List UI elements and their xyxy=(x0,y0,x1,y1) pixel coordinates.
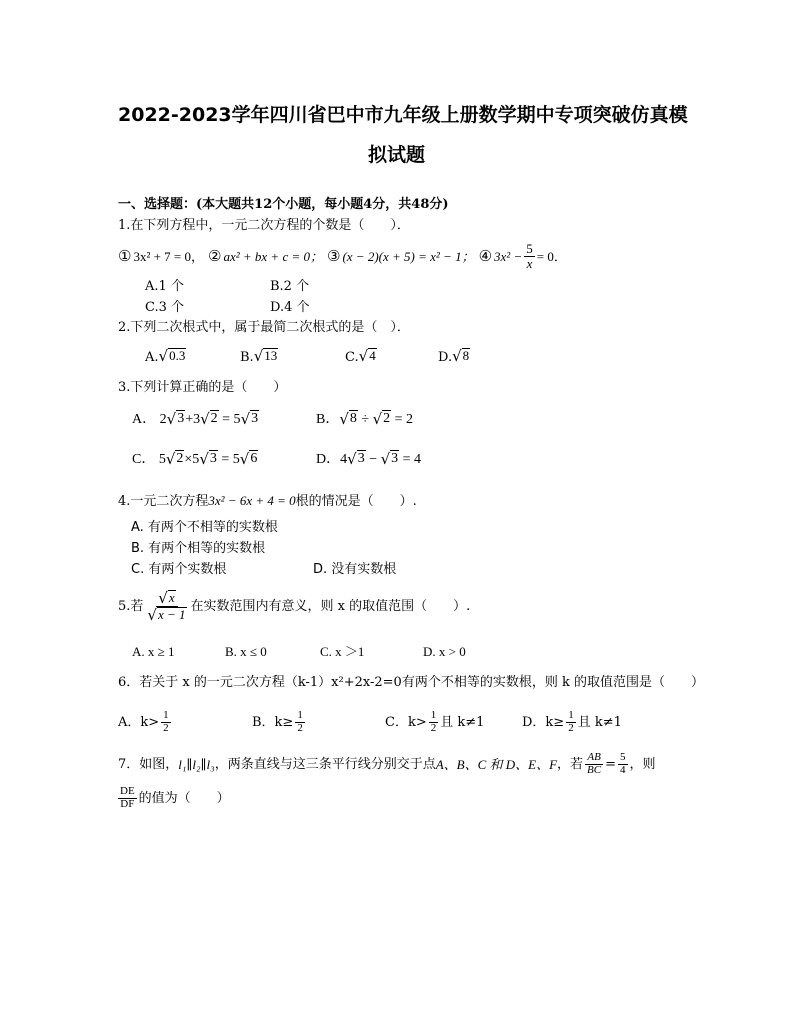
sqrt-symbol: √ 4 xyxy=(358,346,376,365)
radicand: 0.3 xyxy=(169,348,186,363)
value-numerator: 5 xyxy=(620,751,626,763)
q7-if: ，若 xyxy=(557,756,584,772)
q5-option-a: A. x ≥ 1 xyxy=(132,644,175,659)
sqrt-symbol: √ 13 xyxy=(253,346,278,365)
question-7-stem xyxy=(118,752,656,776)
fraction-numerator: 1 xyxy=(430,709,437,721)
q6-option-d xyxy=(522,710,622,734)
q6-option-c xyxy=(385,710,484,734)
q2-option-a xyxy=(145,348,186,364)
q5-stem-pre: 5.若 xyxy=(118,598,144,614)
q5-option-b: B. x ≤ 0 xyxy=(225,644,267,659)
q7-stem-pre: 7．如图， xyxy=(118,756,179,772)
question-4-stem xyxy=(118,494,417,508)
q2-option-c xyxy=(345,348,377,364)
equation-4-fraction xyxy=(524,242,535,270)
fraction-denominator: x xyxy=(526,255,533,271)
question-5-stem xyxy=(118,590,470,623)
fraction-denominator: 2 xyxy=(297,721,303,734)
q6-option-a-label: A．k> xyxy=(118,714,160,730)
equation-2: ax² + bx + c = 0； xyxy=(223,248,323,264)
circle-1: ① xyxy=(118,246,132,265)
q2-option-c-label: C. xyxy=(345,349,359,365)
circle-4: ④ xyxy=(478,246,493,265)
q3-option-b-label: B． xyxy=(316,412,340,428)
q1-option-b: B.2 个 xyxy=(270,279,310,294)
q3-option-b: B． √ 8 ÷ √ 2 = 2 xyxy=(316,410,414,429)
df-denominator: DF xyxy=(120,797,135,810)
q6-option-b-label: B．k≥ xyxy=(252,714,294,730)
q6-option-d-post: 且 k≠1 xyxy=(577,714,622,730)
q3-option-a-label: A． xyxy=(132,412,157,428)
q1-option-c: C.3 个 xyxy=(145,300,185,315)
q3-option-d-label: D． xyxy=(316,452,341,468)
q6-option-c-label: C．k> xyxy=(385,714,427,730)
sqrt-symbol: √ 8 xyxy=(452,346,470,365)
q7-points: A、B、C 和 D、E、F xyxy=(435,756,558,772)
q6-option-c-post: 且 k≠1 xyxy=(440,714,485,730)
q1-option-d: D.4 个 xyxy=(270,300,310,315)
question-3-stem: 3.下列计算正确的是（ ） xyxy=(118,380,287,395)
de-numerator: DE xyxy=(120,785,135,797)
q4-option-c: C. 有两个实数根 xyxy=(131,562,227,577)
equation-1: 3x² + 7 = 0， xyxy=(133,248,205,264)
question-1-equations xyxy=(118,242,567,270)
q2-option-b-label: B. xyxy=(240,349,254,365)
q5-denominator: x − 1 xyxy=(157,606,186,622)
circle-3: ③ xyxy=(327,246,341,265)
radicand: 13 xyxy=(264,348,278,363)
q2-option-b xyxy=(240,348,278,364)
ratio-denominator: BC xyxy=(587,763,602,776)
q7-stem-post: ，则 xyxy=(629,756,656,772)
fraction-numerator: 5 xyxy=(526,241,533,256)
q7-stem-mid: ，两条直线与这三条平行线分别交于点 xyxy=(214,756,436,772)
question-2-stem: 2.下列二次根式中，属于最简二次根式的是（ ）． xyxy=(118,320,410,335)
fraction-numerator: 1 xyxy=(163,709,169,721)
q6-option-a xyxy=(118,710,173,734)
q5-option-c: C. x ＞1 xyxy=(320,644,365,659)
question-1-stem: 1.在下列方程中，一元二次方程的个数是（ ）． xyxy=(118,218,410,233)
equation-4-post: = 0． xyxy=(536,248,567,264)
q5-numerator: x xyxy=(168,590,175,605)
q5-option-d: D. x > 0 xyxy=(423,644,466,659)
q6-option-b xyxy=(252,710,307,734)
q2-option-d xyxy=(438,348,470,364)
q4-option-b: B. 有两个相等的实数根 xyxy=(131,541,266,556)
q3-option-c-label: C． xyxy=(132,452,156,468)
q7-equals: = xyxy=(605,756,617,772)
q3-option-a: A． 2 √ 3 +3 √ 2 = 5 √ 3 xyxy=(132,410,259,429)
sqrt-symbol: √ 0.3 xyxy=(158,346,186,365)
fraction-denominator: 2 xyxy=(163,721,169,734)
fraction-denominator: 2 xyxy=(568,721,574,734)
q4-option-a: A. 有两个不相等的实数根 xyxy=(131,520,278,535)
fraction-numerator: 1 xyxy=(297,709,303,721)
q2-option-d-label: D. xyxy=(438,349,453,365)
q6-option-d-label: D．k≥ xyxy=(522,714,565,730)
ratio-numerator: AB xyxy=(587,751,601,763)
q2-option-a-label: A. xyxy=(145,349,159,365)
equation-4-pre: 3x² − xyxy=(494,248,523,264)
circle-2: ② xyxy=(208,246,222,265)
fraction-denominator: 2 xyxy=(430,721,437,734)
radicand: 4 xyxy=(369,348,376,363)
q7-tail: 的值为（ ） xyxy=(138,790,230,806)
value-denominator: 4 xyxy=(620,763,626,776)
equation-3: (x − 2)(x + 5) = x² − 1； xyxy=(342,248,475,264)
section-heading: 一、选择题：(本大题共12个小题，每小题4分，共48分) xyxy=(118,197,449,212)
question-6-stem: 6．若关于 x 的一元二次方程（k-1）x²+2x-2=0有两个不相等的实数根，则 k 的取值范围是（ ） xyxy=(118,675,704,690)
q4-option-d: D. 没有实数根 xyxy=(313,562,397,577)
q3-option-d: D． 4 √ 3 − √ 3 = 4 xyxy=(316,450,422,469)
radicand: 8 xyxy=(462,348,470,363)
question-7-ask xyxy=(118,786,230,810)
q7-parallel-lines: l₁∥l₂∥l₃ xyxy=(178,756,215,772)
q4-stem-post: 根的情况是（ ）. xyxy=(295,494,417,509)
q1-option-a: A.1 个 xyxy=(145,279,184,294)
fraction-numerator: 1 xyxy=(568,709,574,721)
page-title-line2: 拟试题 xyxy=(368,144,426,166)
q5-stem-post: 在实数范围内有意义，则 x 的取值范围（ ）. xyxy=(190,598,471,614)
q5-fraction: √ x √ x − 1 xyxy=(147,588,186,624)
q3-option-c: C． 5 √ 2 ×5 √ 3 = 5 √ 6 xyxy=(132,450,258,469)
page-title-line1: 2022-2023学年四川省巴中市九年级上册数学期中专项突破仿真模 xyxy=(118,104,688,126)
q4-stem-pre: 4.一元二次方程 xyxy=(118,494,209,509)
q4-equation: 3x² − 6x + 4 = 0 xyxy=(208,493,296,508)
